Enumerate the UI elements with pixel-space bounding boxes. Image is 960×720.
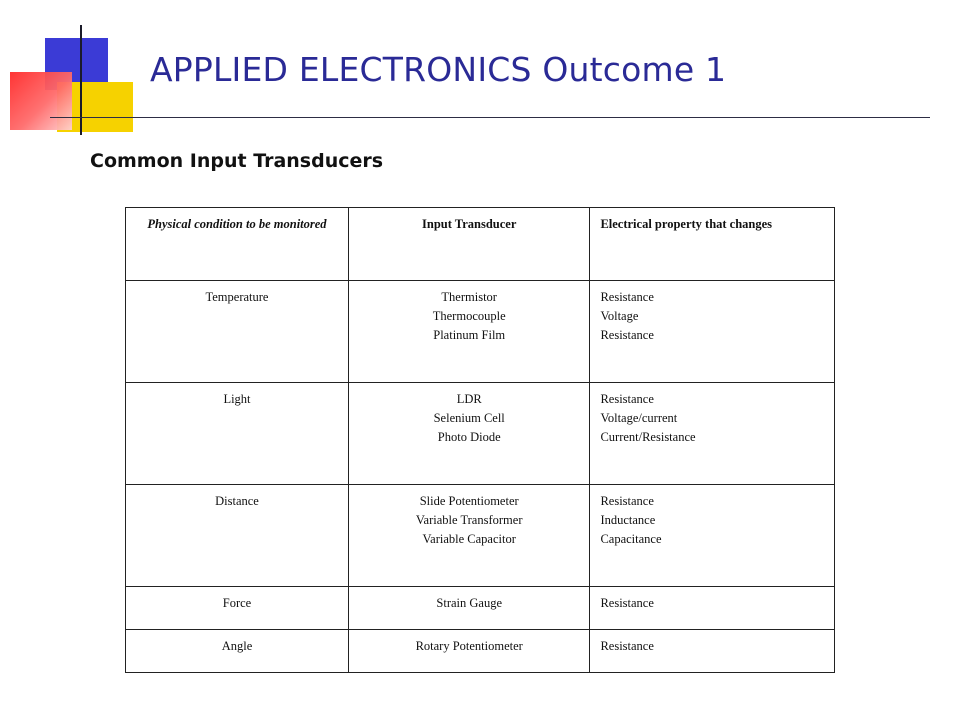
transducer-cell [348, 281, 589, 383]
property-cell [590, 630, 835, 673]
condition-cell: Light [126, 383, 349, 485]
transducer-name: Strain Gauge [436, 596, 502, 610]
property-name: Resistance [600, 596, 654, 610]
condition-cell: Distance [126, 485, 349, 587]
transducer-name: Variable Capacitor [422, 532, 516, 546]
property-cell [590, 281, 835, 383]
property-cell [590, 485, 835, 587]
table-row [126, 281, 835, 383]
property-cell [590, 587, 835, 630]
header-condition: Physical condition to be monitored [126, 208, 349, 281]
transducer-name: Selenium Cell [433, 411, 505, 425]
table-row [126, 485, 835, 587]
table-row [126, 383, 835, 485]
condition-cell: Force [126, 587, 349, 630]
transducer-name: Platinum Film [433, 328, 506, 342]
property-name: Resistance [600, 328, 654, 342]
property-name: Capacitance [600, 532, 662, 546]
condition-cell: Angle [126, 630, 349, 673]
title-underline [50, 117, 930, 118]
property-name: Resistance [600, 392, 654, 406]
transducer-name: LDR [456, 392, 482, 406]
transducer-name: Variable Transformer [415, 513, 523, 527]
property-name: Voltage/current [600, 411, 678, 425]
property-name: Voltage [600, 309, 639, 323]
property-name: Resistance [600, 494, 654, 508]
property-cell [590, 383, 835, 485]
transducer-cell [348, 630, 589, 673]
property-name: Inductance [600, 513, 656, 527]
property-name: Resistance [600, 290, 654, 304]
property-name: Current/Resistance [600, 430, 696, 444]
transducer-name: Thermocouple [432, 309, 506, 323]
transducer-cell [348, 485, 589, 587]
transducer-cell [348, 383, 589, 485]
condition-cell: Temperature [126, 281, 349, 383]
slide-title: APPLIED ELECTRONICS Outcome 1 [150, 50, 727, 89]
property-name: Resistance [600, 639, 654, 653]
slide-subtitle: Common Input Transducers [90, 150, 384, 172]
header-transducer: Input Transducer [348, 208, 589, 281]
transducer-name: Rotary Potentiometer [415, 639, 523, 653]
transducer-name: Thermistor [441, 290, 497, 304]
table-row [126, 630, 835, 673]
transducer-name: Photo Diode [437, 430, 501, 444]
transducer-table [125, 207, 835, 673]
table-row [126, 587, 835, 630]
transducer-name: Slide Potentiometer [419, 494, 519, 508]
table-body [126, 281, 835, 673]
table-header-row [126, 208, 835, 281]
transducer-cell [348, 587, 589, 630]
header-property: Electrical property that changes [590, 208, 835, 281]
